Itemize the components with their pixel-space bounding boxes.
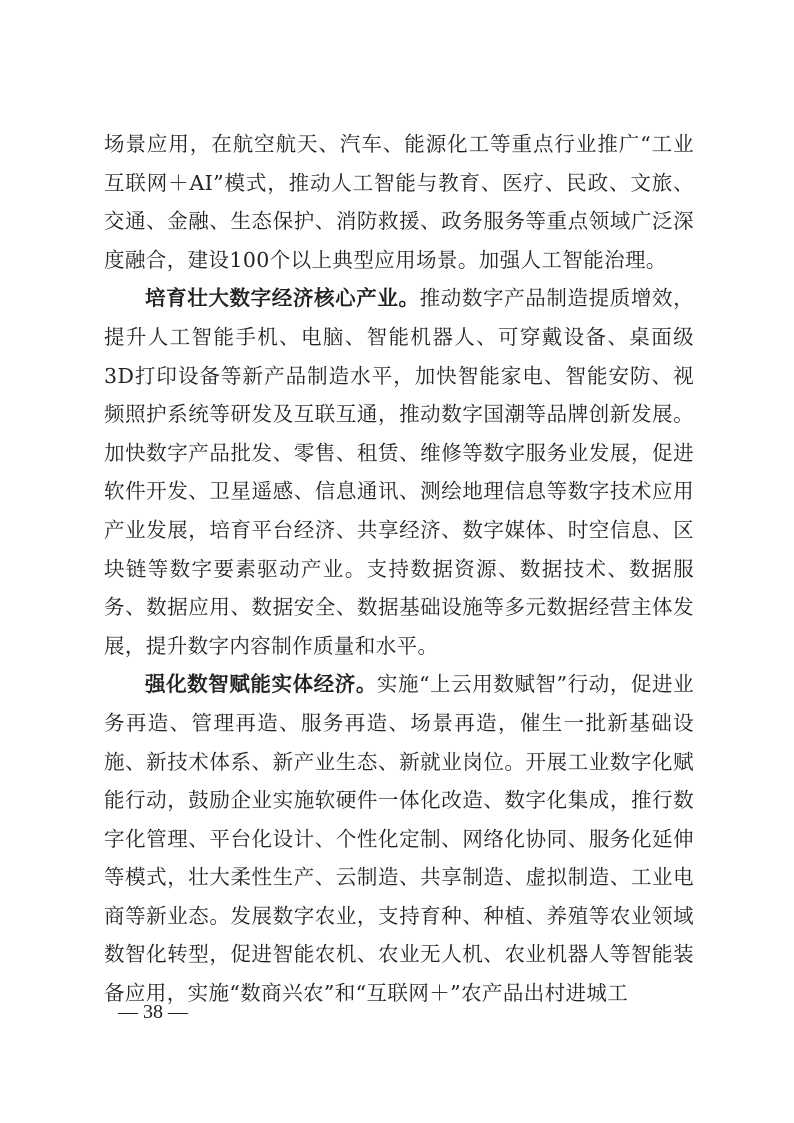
- paragraph-2: [104, 279, 694, 665]
- body-text: [104, 125, 694, 1013]
- page-number: — 38 —: [118, 1001, 188, 1023]
- paragraph-1: [104, 125, 694, 279]
- paragraph-3-text: 实施“上云用数赋智”行动，促进业务再造、管理再造、服务再造、场景再造，催生一批新基础设施、新技术体系、新产业生态、新就业岗位。开展工业数字化赋能行动，鼓励企业实施软硬件一体化改造、数字化集成，推行数字化管理、平台化设计、个性化定制、网络化协同、服务化延伸等模式，壮大柔性生产、云制造、共享制造、虚拟制造、工业电商等新业态。发展数字农业，支持育种、种植、养殖等农业领域数智化转型，促进智能农机、农业无人机、农业机器人等智能装备应用，实施“数商兴农”和“互联网＋”农产品出村进城工: [104, 672, 694, 1006]
- paragraph-2-heading: 培育壮大数字经济核心产业。: [145, 286, 420, 311]
- paragraph-2-text: 推动数字产品制造提质增效，提升人工智能手机、电脑、智能机器人、可穿戴设备、桌面级3D打印设备等新产品制造水平，加快智能家电、智能安防、视频照护系统等研发及互联互通，推动数字国潮等品牌创新发展。加快数字产品批发、零售、租赁、维修等数字服务业发展，促进软件开发、卫星遥感、信息通讯、测绘地理信息等数字技术应用产业发展，培育平台经济、共享经济、数字媒体、时空信息、区块链等数字要素驱动产业。支持数据资源、数据技术、数据服务、数据应用、数据安全、数据基础设施等多元数据经营主体发展，提升数字内容制作质量和水平。: [104, 286, 694, 658]
- paragraph-3: [104, 665, 694, 1012]
- paragraph-3-heading: 强化数智赋能实体经济。: [145, 672, 377, 697]
- paragraph-1-text: 场景应用，在航空航天、汽车、能源化工等重点行业推广“工业互联网＋AI”模式，推动人工智能与教育、医疗、民政、文旅、交通、金融、生态保护、消防救援、政务服务等重点领域广泛深度融合，建设100个以上典型应用场景。加强人工智能治理。: [104, 132, 694, 272]
